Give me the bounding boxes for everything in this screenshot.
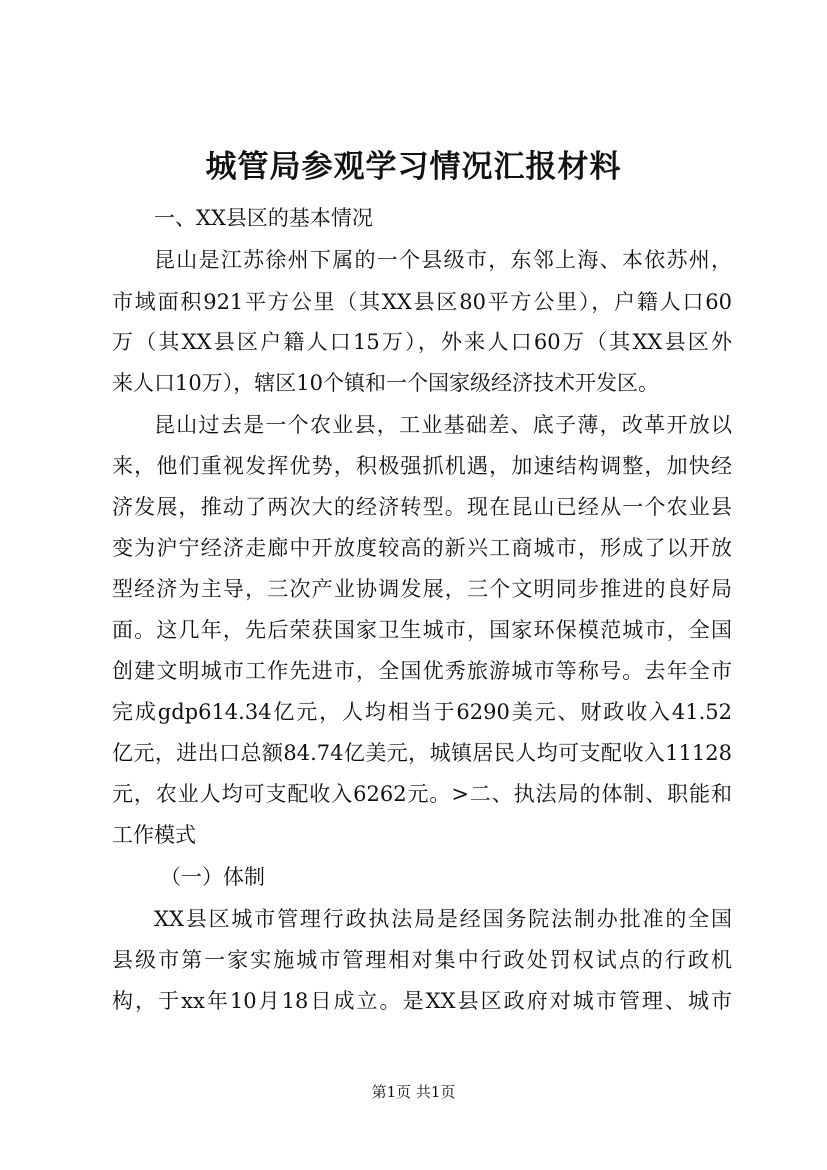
paragraph-line: 元，农业人均可支配收入6262元。>二、执法局的体制、职能和: [112, 782, 732, 806]
paragraph-line: 亿元，进出口总额84.74亿美元，城镇居民人均可支配收入11128: [112, 741, 732, 765]
paragraph-line: 工作模式: [112, 823, 196, 847]
paragraph-line: XX县区城市管理行政执法局是经国务院法制办批准的全国: [154, 907, 732, 931]
paragraph-line: 万（其XX县区户籍人口15万），外来人口60万（其XX县区外: [112, 330, 732, 354]
subsection-heading-system: （一）体制: [160, 865, 265, 889]
paragraph-line: 县级市第一家实施城市管理相对集中行政处罚权试点的行政机: [112, 948, 732, 972]
paragraph-line: 型经济为主导，三次产业协调发展，三个文明同步推进的良好局: [112, 577, 732, 601]
paragraph-line: 创建文明城市工作先进市，全国优秀旅游城市等称号。去年全市: [112, 659, 732, 683]
paragraph-line: 昆山过去是一个农业县，工业基础差、底子薄，改革开放以: [154, 413, 732, 437]
paragraph-line: 面。这几年，先后荣获国家卫生城市，国家环保模范城市，全国: [112, 618, 732, 642]
paragraph-line: 变为沪宁经济走廊中开放度较高的新兴工商城市，形成了以开放: [112, 536, 732, 560]
paragraph-line: 来，他们重视发挥优势，积极强抓机遇，加速结构调整，加快经: [112, 454, 732, 478]
document-title: 城管局参观学习情况汇报材料: [205, 149, 622, 185]
paragraph-line: 济发展，推动了两次大的经济转型。现在昆山已经从一个农业县: [112, 495, 732, 519]
section-heading-basic-info: 一、XX县区的基本情况: [154, 206, 373, 230]
paragraph-line: 来人口10万），辖区10个镇和一个国家级经济技术开发区。: [112, 371, 659, 395]
paragraph-line: 市域面积921平方公里（其XX县区80平方公里），户籍人口60: [112, 290, 732, 314]
paragraph-line: 昆山是江苏徐州下属的一个县级市，东邻上海、本依苏州，: [154, 248, 732, 272]
page-footer: 第1页 共1页: [371, 1083, 456, 1101]
paragraph-line: 构，于xx年10月18日成立。是XX县区政府对城市管理、城市: [112, 989, 732, 1013]
paragraph-line: 完成gdp614.34亿元，人均相当于6290美元、财政收入41.52: [112, 700, 732, 724]
